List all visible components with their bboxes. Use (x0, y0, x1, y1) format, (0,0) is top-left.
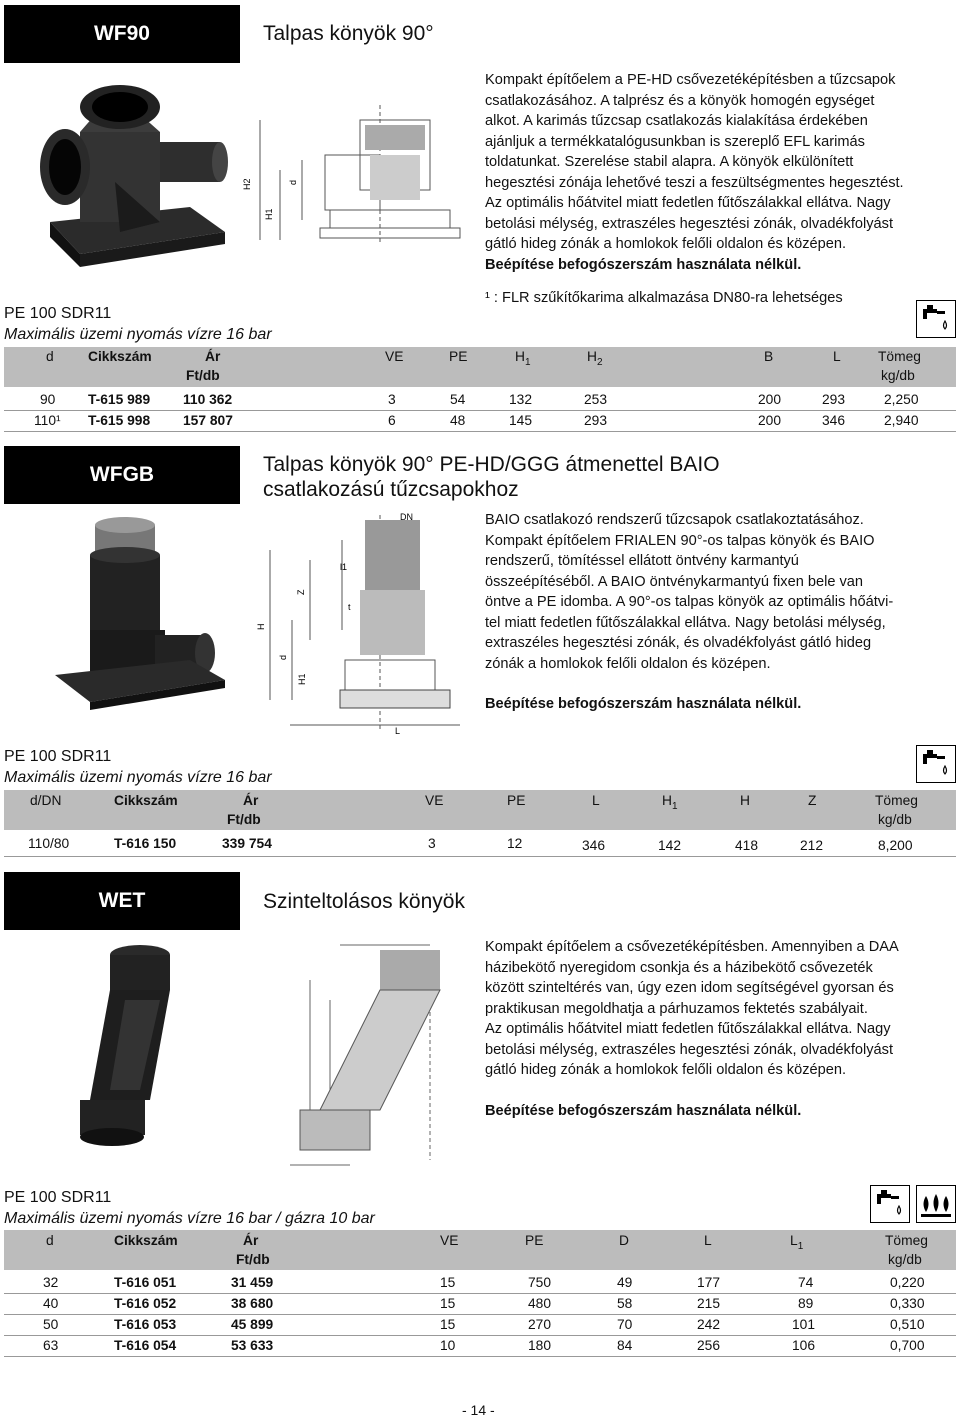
pressure-heading (4, 1187, 375, 1229)
col-header-l: L (704, 1233, 712, 1248)
description-line: öntve a PE idomba. A 90°-os talpas könyök az optimális hőátvi- (485, 594, 894, 610)
description-line: toldatunkat. Szerelése stabil alapra. A könyök elkülönített (485, 154, 854, 170)
product-photo-wet (40, 940, 220, 1150)
drawing-label-d: d (278, 654, 288, 660)
cell-ve: 10 (440, 1338, 456, 1353)
cell-ve: 15 (440, 1296, 456, 1311)
unit-ar: Ft/db (227, 812, 261, 827)
description-line: Az optimális hőátvitel miatt fedetlen fűtőszálakkal ellátva. Nagy (485, 195, 891, 211)
col-header-cikkszam: Cikkszám (88, 349, 152, 364)
col-header-ar: Ár (243, 1233, 259, 1248)
col-header-h2 (587, 349, 603, 368)
max-pressure: Maximális üzemi nyomás vízre 16 bar (4, 769, 272, 786)
col-header-ddn: d/DN (30, 793, 62, 808)
cell-b: 200 (758, 413, 782, 428)
cell-pe: 54 (450, 392, 466, 407)
description-line: rendszerű, tömítéssel ellátott öntvény karmantyú (485, 553, 799, 569)
max-pressure: Maximális üzemi nyomás vízre 16 bar / gázra 10 bar (4, 1210, 375, 1227)
section-code-wfgb (4, 446, 240, 504)
col-header-h1 (662, 793, 678, 812)
unit-tomeg: kg/db (888, 1252, 922, 1267)
cell-ve: 15 (440, 1317, 456, 1332)
cell-l1: 74 (798, 1275, 814, 1290)
section-code-text: WET (98, 889, 146, 912)
drawing-label-t: t (348, 602, 351, 612)
cell-cikk: T-615 989 (88, 392, 151, 407)
cell-d: 40 (43, 1296, 59, 1311)
cell-ve: 15 (440, 1275, 456, 1290)
col-header-ar: Ár (205, 349, 221, 364)
h-label: H (515, 349, 525, 364)
row-separator (4, 1356, 956, 1357)
h-label: H (662, 793, 672, 808)
description-line: Kompakt építőelem a PE-HD csővezetéképítésben a tűzcsapok (485, 72, 896, 88)
cell-pe: 480 (528, 1296, 552, 1311)
unit-ar: Ft/db (236, 1252, 270, 1267)
cell-dd: 49 (617, 1275, 633, 1290)
cell-d: 90 (40, 392, 56, 407)
row-separator (4, 410, 956, 411)
technical-drawing-wfgb (250, 510, 470, 735)
col-header-cikkszam: Cikkszám (114, 1233, 178, 1248)
water-tap-icon (916, 300, 956, 338)
sub-2: 2 (596, 356, 603, 368)
row-separator (4, 431, 956, 432)
technical-drawing-wet (270, 940, 470, 1175)
cell-ar: 31 459 (231, 1275, 274, 1290)
drawing-label-l: L (395, 726, 401, 735)
cell-cikk: T-616 054 (114, 1338, 177, 1353)
drawing-label-l1: l1 (340, 562, 348, 572)
cell-d: 110¹ (34, 413, 61, 428)
install-note: Beépítése befogószerszám használata nélkül. (485, 696, 802, 712)
description-line: tel miatt fedetlen fűtőszálakkal ellátva. Nagy betolási mélység, (485, 614, 886, 631)
cell-ar: 110 362 (183, 392, 233, 407)
description-line: hegesztési zónája lehetővé teszi a feszültségmentes hegesztést. (485, 174, 904, 191)
pe-rating: PE 100 SDR11 (4, 1189, 112, 1206)
col-header-h1 (515, 349, 531, 368)
section-code-text: WFGB (89, 463, 155, 486)
description-line: betolási mélység, extraszéles hegesztési zónák, olvadékfolyást (485, 215, 894, 232)
pressure-heading (4, 746, 272, 788)
drawing-label-h1: H1 (264, 208, 274, 220)
cell-pe: 750 (528, 1275, 552, 1290)
col-header-ar: Ár (243, 793, 259, 808)
description-line: között szinteltérés van, úgy ezen idom segítségével gyorsan és (485, 980, 894, 996)
cell-ve: 3 (428, 836, 436, 851)
product-photo-wf90 (20, 72, 240, 272)
footnote: ¹ : FLR szűkítőkarima alkalmazása DN80-ra lehetséges (485, 290, 843, 306)
cell-cikk: T-616 052 (114, 1296, 177, 1311)
cell-h2: 253 (584, 392, 608, 407)
description-line: ajánljuk a termékkatalógusunkban is szereplő EFL karimás (485, 133, 865, 150)
description-line: betolási mélység, extraszéles hegesztési zónák, olvadékfolyást (485, 1041, 894, 1058)
cell-d: 32 (43, 1275, 59, 1290)
cell-l1: 106 (792, 1338, 816, 1353)
col-header-l: L (833, 349, 841, 364)
cell-ve: 6 (388, 413, 396, 428)
product-photo-wfgb (40, 510, 240, 710)
cell-h1: 142 (658, 838, 682, 853)
cell-h: 418 (735, 838, 759, 853)
technical-drawing-wf90 (240, 100, 470, 250)
description-line: alkot. A karimás tűzcsap csatlakozás kialakítása érdekében (485, 113, 868, 129)
cell-dd: 58 (617, 1296, 633, 1311)
drawing-label-d: d (288, 179, 298, 185)
drawing-label-h1: H1 (297, 673, 307, 685)
cell-tomeg: 2,250 (884, 392, 919, 407)
row-separator (4, 1314, 956, 1315)
section-description (485, 70, 955, 275)
install-note: Beépítése befogószerszám használata nélkül. (485, 256, 802, 273)
sub-1: 1 (797, 1240, 804, 1252)
cell-pe: 12 (507, 836, 523, 851)
drawing-label-h2: H2 (242, 178, 252, 190)
cell-tomeg: 0,330 (890, 1296, 925, 1311)
description-line: extraszéles hegesztési zónák, és olvadékfolyást gátló hideg (485, 635, 872, 651)
description-line: gátló hideg zónák a homlokok felőli oldalon és középen. (485, 236, 847, 252)
cell-dd: 84 (617, 1338, 633, 1353)
cell-cikk: T-616 051 (114, 1275, 177, 1290)
cell-tomeg: 0,220 (890, 1275, 925, 1290)
cell-h2: 293 (584, 413, 608, 428)
cell-l1: 89 (798, 1296, 814, 1311)
description-line: Kompakt építőelem FRIALEN 90°-os talpas könyök és BAIO (485, 532, 875, 549)
row-separator (4, 1293, 956, 1294)
unit-tomeg: kg/db (881, 368, 915, 383)
col-header-l1 (790, 1233, 803, 1252)
col-header-z: Z (808, 793, 817, 808)
col-header-pe: PE (449, 349, 468, 364)
cell-pe: 180 (528, 1338, 552, 1353)
cell-z: 212 (800, 838, 824, 853)
pe-rating: PE 100 SDR11 (4, 305, 112, 322)
cell-l: 256 (697, 1338, 721, 1353)
section-title (263, 452, 720, 502)
description-line: zónák a homlokok felőli oldalon és középen. (485, 655, 771, 672)
cell-tomeg: 0,700 (890, 1338, 925, 1353)
cell-l: 177 (697, 1275, 721, 1290)
cell-l: 215 (697, 1296, 721, 1311)
cell-pe: 270 (528, 1317, 552, 1332)
description-line: BAIO csatlakozó rendszerű tűzcsapok csatlakoztatásához. (485, 512, 864, 528)
gas-flame-icon (916, 1185, 956, 1223)
drawing-label-h: H (256, 623, 266, 630)
col-header-d: d (46, 349, 54, 364)
cell-h1: 132 (509, 392, 533, 407)
cell-l1: 101 (792, 1317, 816, 1332)
col-header-pe: PE (525, 1233, 544, 1248)
col-header-l: L (592, 793, 600, 808)
section-code-wf90 (4, 5, 240, 63)
h-label: H (587, 349, 597, 364)
sub-1: 1 (671, 800, 678, 812)
cell-ar: 45 899 (231, 1317, 274, 1332)
description-line: csatlakozásához. A talprész és a könyök homogén egységet (485, 92, 875, 109)
col-header-pe: PE (507, 793, 526, 808)
col-header-cikkszam: Cikkszám (114, 793, 178, 808)
pe-rating: PE 100 SDR11 (4, 748, 112, 765)
section-description (485, 510, 955, 715)
cell-cikk: T-616 150 (114, 836, 177, 851)
cell-ar: 339 754 (222, 836, 272, 851)
col-header-d: d (46, 1233, 54, 1248)
cell-tomeg: 8,200 (878, 838, 913, 853)
cell-dd: 70 (617, 1317, 633, 1332)
col-header-tomeg: Tömeg (878, 349, 921, 364)
section-description (485, 937, 955, 1121)
l-label: L (790, 1233, 798, 1248)
section-title: Talpas könyök 90° (263, 22, 434, 45)
max-pressure: Maximális üzemi nyomás vízre 16 bar (4, 326, 272, 343)
cell-cikk: T-616 053 (114, 1317, 177, 1332)
cell-ve: 3 (388, 392, 396, 407)
cell-b: 200 (758, 392, 782, 407)
water-tap-icon (916, 745, 956, 783)
col-header-dd: D (619, 1233, 629, 1248)
row-separator (4, 856, 956, 857)
title-line: Talpas könyök 90° PE-HD/GGG átmenettel BAIO (263, 453, 720, 476)
unit-tomeg: kg/db (878, 812, 912, 827)
cell-cikk: T-615 998 (88, 413, 151, 428)
col-header-ve: VE (425, 793, 444, 808)
col-header-h: H (740, 793, 750, 808)
unit-ar: Ft/db (186, 368, 220, 383)
cell-l: 242 (697, 1317, 721, 1332)
cell-ar: 38 680 (231, 1296, 274, 1311)
cell-d: 63 (43, 1338, 59, 1353)
section-title: Szinteltolásos könyök (263, 890, 465, 913)
cell-ar: 53 633 (231, 1338, 274, 1353)
cell-l: 293 (822, 392, 846, 407)
description-line: gátló hideg zónák a homlokok felőli oldalon és középen. (485, 1062, 847, 1078)
description-line: Kompakt építőelem a csővezetéképítésben. Amennyiben a DAA (485, 939, 899, 955)
col-header-ve: VE (440, 1233, 459, 1248)
col-header-tomeg: Tömeg (885, 1233, 928, 1248)
water-tap-icon (870, 1185, 910, 1223)
col-header-ve: VE (385, 349, 404, 364)
description-line: praktikusan megoldhatja a párhuzamos fektetés szabályait. (485, 1000, 868, 1017)
drawing-label-z: Z (296, 589, 306, 595)
row-separator (4, 1335, 956, 1336)
cell-tomeg: 2,940 (884, 413, 919, 428)
cell-h1: 145 (509, 413, 533, 428)
title-line: csatlakozású tűzcsapokhoz (263, 478, 519, 501)
description-line: házibekötő nyeregidom csonkja és a házibekötő csővezeték (485, 959, 873, 976)
cell-d: 50 (43, 1317, 59, 1332)
cell-pe: 48 (450, 413, 466, 428)
description-line: összeépítéséből. A BAIO öntvénykarmantyú fixen bele van (485, 573, 864, 590)
cell-tomeg: 0,510 (890, 1317, 925, 1332)
install-note: Beépítése befogószerszám használata nélkül. (485, 1102, 802, 1119)
cell-l: 346 (582, 838, 606, 853)
cell-d: 110/80 (28, 836, 70, 851)
cell-l: 346 (822, 413, 846, 428)
col-header-tomeg: Tömeg (875, 793, 918, 808)
cell-ar: 157 807 (183, 413, 233, 428)
pressure-heading (4, 303, 272, 345)
section-code-text: WF90 (93, 22, 150, 45)
col-header-b: B (764, 349, 774, 364)
sub-1: 1 (524, 356, 531, 368)
drawing-label-dn: DN (400, 512, 413, 522)
description-line: Az optimális hőátvitel miatt fedetlen fűtőszálakkal ellátva. Nagy (485, 1021, 891, 1037)
section-code-wet (4, 872, 240, 930)
page-number: - 14 - (462, 1402, 495, 1418)
